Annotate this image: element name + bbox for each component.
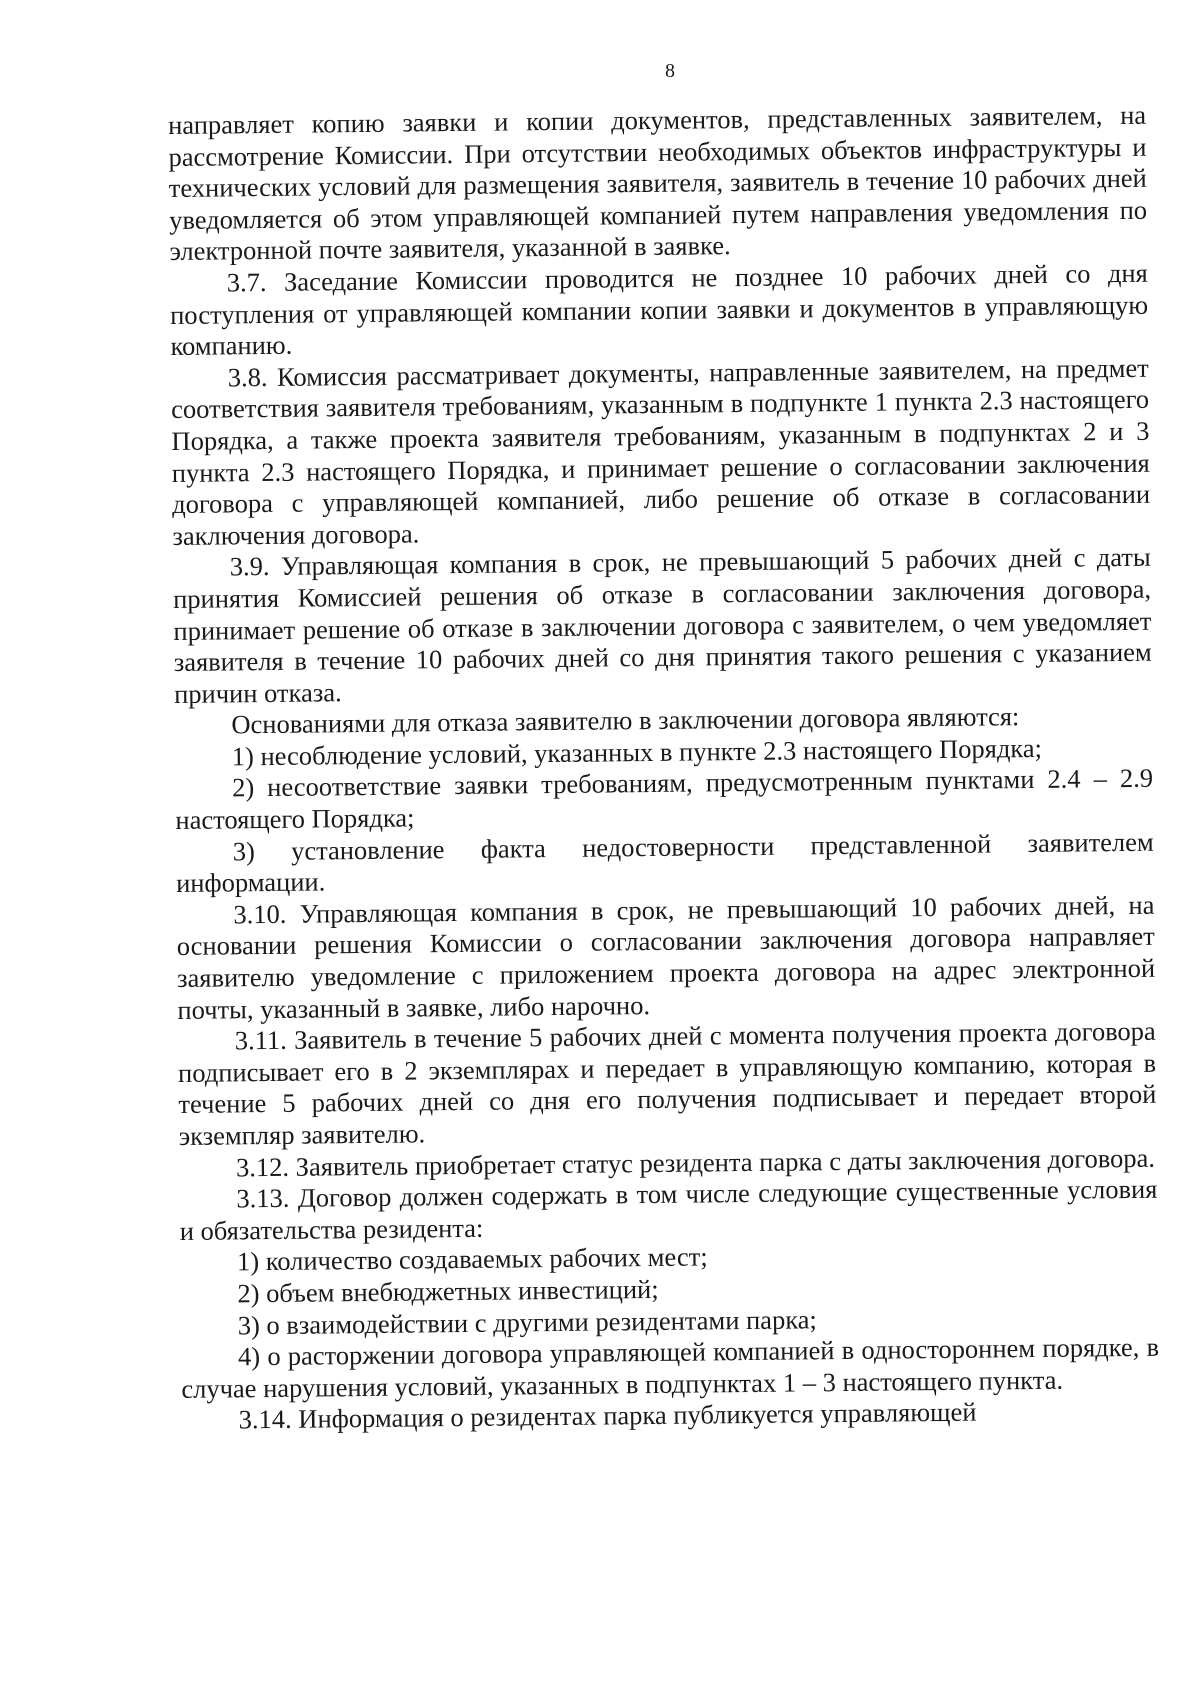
paragraph-continuation: направляет копию заявки и копии документов, представленных заявителем, на рассмотрение Комиссии. При отсутствии необходимых объектов инфраструктуры и технических условий для размещения заявителя, заявитель в течение 10 рабочих дней уведомляется об этом управляющей компанией путем направления уведомления по электронной почте заявителя, указанной в заявке. (168, 99, 1148, 267)
paragraph-3-12: 3.12. Заявитель приобретает статус резидента парка с даты заключения договора. (235, 1142, 1156, 1182)
list-item-condition-3: 3) о взаимодействии с другими резидентами парка; (237, 1303, 817, 1340)
document-body (168, 100, 1160, 1437)
page-number: 8 (665, 60, 675, 82)
paragraph-3-11: 3.11. Заявитель в течение 5 рабочих дней с момента получения проекта договора подписывает его в 2 экземплярах и передает в управляющую компанию, которая в течение 5 рабочих дней со дня его получения подписывает и передает второй экземпляр заявителю. (177, 1015, 1157, 1151)
list-item-condition-4: 4) о расторжении договора управляющей компанией в одностороннем порядке, в случае нарушения условий, указанных в подпунктах 1 – 3 настоящего пункта. (181, 1331, 1160, 1404)
list-item-ground-3: 3) установление факта недостоверности представленной заявителем информации. (175, 826, 1154, 899)
paragraph-3-9: 3.9. Управляющая компания в срок, не превышающий 5 рабочих дней с даты принятия Комиссией решения об отказе в согласовании заключения договора, принимает решение об отказе в заключении договора с заявителем, о чем уведомляет заявителя в течение 10 рабочих дней со дня принятия такого решения с указанием причин отказа. (172, 542, 1152, 709)
list-item-condition-2: 2) объем внебюджетных инвестиций; (237, 1273, 659, 1309)
list-item-ground-1: 1) несоблюдение условий, указанных в пункте 2.3 настоящего Порядка; (231, 732, 1043, 772)
paragraph-3-14: 3.14. Информация о резидентах парка публикуется управляющей (238, 1396, 977, 1435)
paragraph-3-8: 3.8. Комиссия рассматривает документы, направленные заявителем, на предмет соответствия заявителя требованиям, указанным в подпункте 1 пункта 2.3 настоящего Порядка, а также проекта заявителя требованиям, указанным в подпунктах 2 и 3 пункта 2.3 настоящего Порядка, и принимает решение о согласовании заключения договора с управляющей компанией, либо решение об отказе в согласовании заключения договора. (170, 352, 1151, 551)
paragraph-3-10: 3.10. Управляющая компания в срок, не превышающий 10 рабочих дней, на основании решения Комиссии о согласовании заключения договора направляет заявителю уведомление с приложением проекта договора на адрес электронной почты, указанный в заявке, либо нарочно. (176, 889, 1156, 1025)
list-item-ground-2: 2) несоответствие заявки требованиям, предусмотренным пунктами 2.4 – 2.9 настоящего Порядка; (175, 763, 1154, 836)
paragraph-grounds-heading: Основаниями для отказа заявителю в заключении договора являются: (231, 701, 1020, 740)
paragraph-3-7: 3.7. Заседание Комиссии проводится не позднее 10 рабочих дней со дня поступления от управляющей компании копии заявки и документов в управляющую компанию. (169, 257, 1149, 362)
paragraph-3-13: 3.13. Договор должен содержать в том числе следующие существенные условия и обязательства резидента: (179, 1173, 1158, 1246)
list-item-condition-1: 1) количество создаваемых рабочих мест; (236, 1241, 708, 1277)
